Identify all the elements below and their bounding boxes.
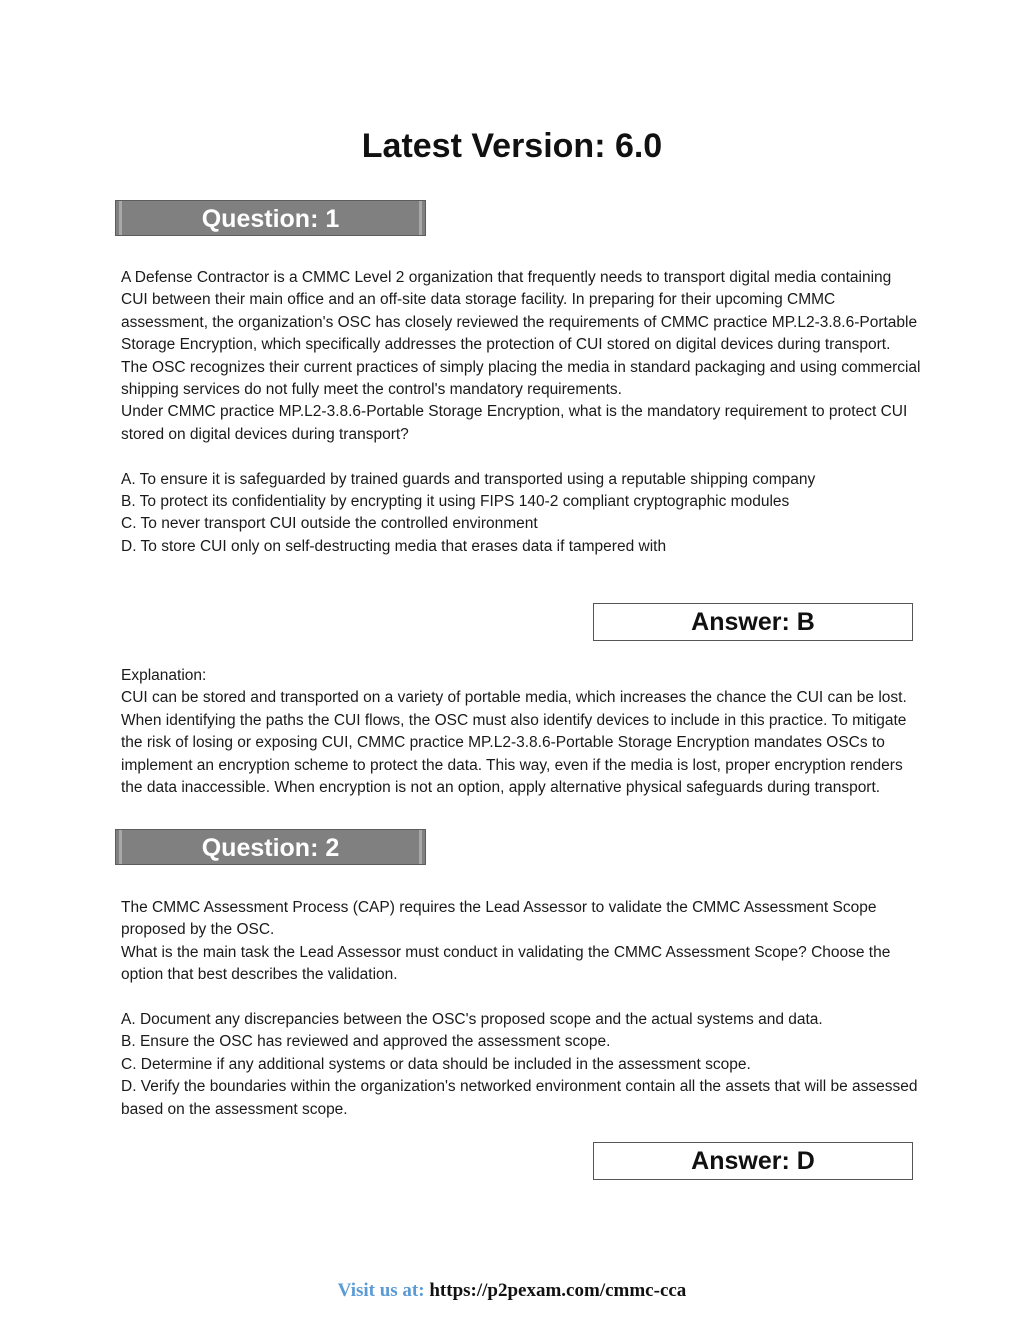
question-1-option-b: B. To protect its confidentiality by encrypting it using FIPS 140-2 compliant cryptographic modules — [121, 493, 790, 511]
question-1-option-a: A. To ensure it is safeguarded by trained guards and transported using a reputable shipping company — [121, 470, 816, 488]
question-1-heading: Question: 1 — [201, 205, 340, 233]
footer-label: Visit us at: — [337, 1280, 430, 1301]
question-2-option-d: D. Verify the boundaries within the organization's networked environment contain all the assets that will be assessed based on the assessment scope. — [121, 1078, 918, 1118]
explanation-label: Explanation: — [121, 667, 207, 684]
page-title: Latest Version: 6.0 — [361, 127, 663, 165]
explanation-text: CUI can be stored and transported on a variety of portable media, which increases the chance the CUI can be lost. When identifying the paths the CUI flows, the OSC must also identify devices to include in this practice. To mitigate the risk of losing or exposing CUI, CMMC practice MP.L2-3.8.6-Portable Storage Encryption mandates OSCs to implement an encryption scheme to protect the data. This way, even if the media is lost, proper encryption renders the data inaccessible. When encryption is not an option, apply alternative physical safeguards during transport. — [121, 689, 907, 797]
question-1-explanation — [121, 665, 921, 799]
question-1-heading-bar — [115, 200, 426, 236]
question-2-heading: Question: 2 — [201, 834, 340, 862]
question-1-scenario: A Defense Contractor is a CMMC Level 2 organization that frequently needs to transport digital media containing CUI between their main office and an off-site data storage facility. In preparing for their upcoming CMMC assessment, the organization's OSC has closely reviewed the requirements of CMMC practice MP.L2-3.8.6-Portable Storage Encryption, which specifically addresses the protection of CUI stored on digital devices during transport. The OSC recognizes their current practices of simply placing the media in standard packaging and using commercial shipping services do not fully meet the control's mandatory requirements. — [121, 269, 921, 399]
question-2-prompt: What is the main task the Lead Assessor must conduct in validating the CMMC Assessment Scope? Choose the option that best describes the validation. — [121, 943, 891, 984]
question-1-text — [121, 267, 921, 558]
footer — [0, 1280, 1024, 1302]
footer-link[interactable]: https://p2pexam.com/cmmc-cca — [429, 1280, 687, 1301]
question-2-text — [121, 897, 921, 1121]
question-1-option-d: D. To store CUI only on self-destructing media that erases data if tampered with — [121, 537, 667, 555]
question-2-answer: Answer: D — [593, 1142, 913, 1180]
question-2-scenario: The CMMC Assessment Process (CAP) requires the Lead Assessor to validate the CMMC Assessment Scope proposed by the OSC. — [121, 899, 877, 939]
question-2-option-c: C. Determine if any additional systems or data should be included in the assessment scope. — [121, 1055, 751, 1073]
question-1-answer: Answer: B — [593, 603, 913, 641]
question-2-option-a: A. Document any discrepancies between the OSC's proposed scope and the actual systems and data. — [121, 1011, 823, 1029]
question-2-heading-bar — [115, 829, 426, 865]
question-1-option-c: C. To never transport CUI outside the controlled environment — [121, 515, 538, 533]
question-1-prompt: Under CMMC practice MP.L2-3.8.6-Portable Storage Encryption, what is the mandatory requirement to protect CUI stored on digital devices during transport? — [121, 403, 908, 443]
question-2-option-b: B. Ensure the OSC has reviewed and approved the assessment scope. — [121, 1033, 611, 1051]
